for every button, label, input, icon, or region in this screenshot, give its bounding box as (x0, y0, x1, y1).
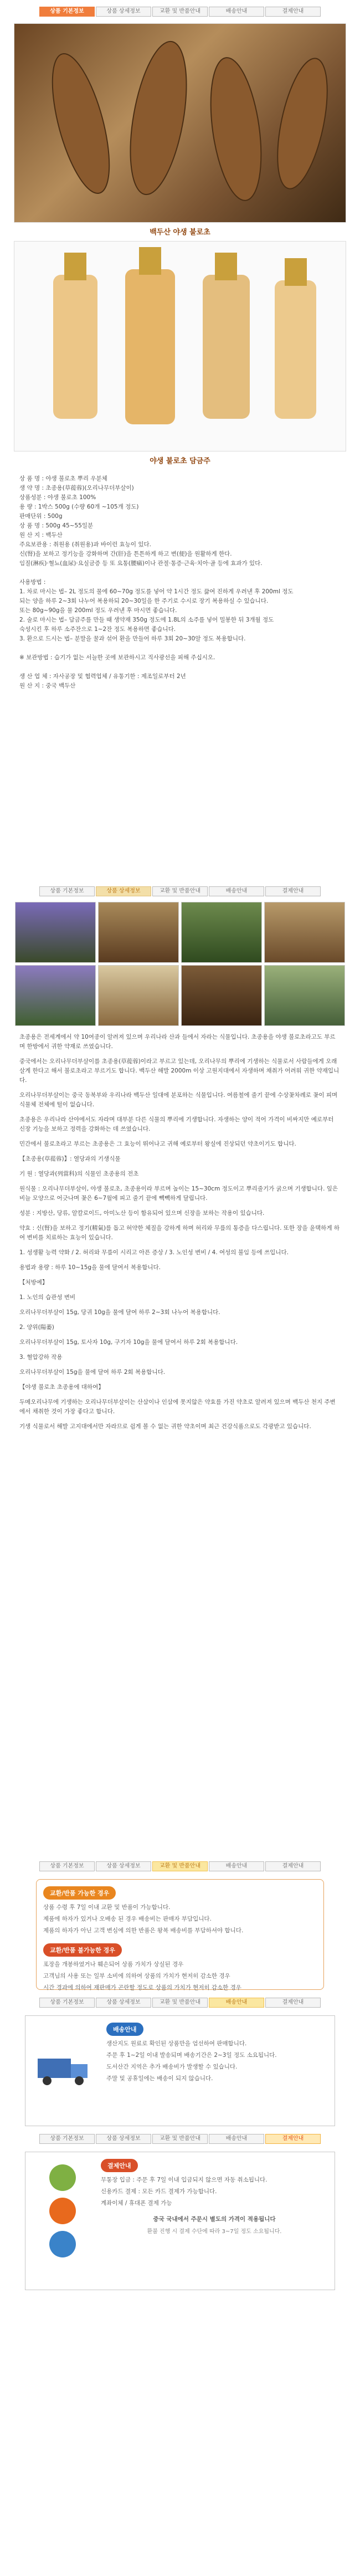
exchange-item: 시간 경과에 의하여 재판매가 곤란할 정도로 상품의 가치가 현저히 감소한 경우 (43, 1984, 241, 1991)
hero-photo-roots (14, 23, 346, 223)
tab-basic-info-4[interactable]: 상품 기본정보 (39, 1998, 95, 2008)
payment-item: 무통장 입금 : 주문 후 7일 이내 입금되지 않으면 자동 취소됩니다. (101, 2177, 268, 2183)
payment-title: 결제안내 (101, 2159, 138, 2172)
detail-paragraph: 초종용은 우리나라 산야에서도 자라며 대부분 다른 식물의 뿌리에 기생합니다. 자생하는 양이 적어 가격이 비싸지만 예로부터 신장 기능을 보하고 정력을 강화하는 데 쓰였습니다. (19, 1116, 334, 1132)
bottles-illustration (14, 242, 346, 451)
tab-detail-info-4[interactable]: 상품 상세정보 (96, 1998, 151, 2008)
tab-payment[interactable]: 결제안내 (265, 7, 321, 17)
tab-exchange-5[interactable]: 교환 및 반품안내 (152, 2134, 208, 2144)
info-line: 용 량 : 1박스 500g (수량 60개 ~105개 정도) (19, 504, 139, 510)
detail-paragraph: 기생 식물로서 해발 고지대에서만 자라므로 쉽게 볼 수 없는 귀한 약초이며 최근 건강식품으로도 각광받고 있습니다. (19, 1423, 311, 1430)
exchange-title: 교환/반품 가능한 경우 (43, 1886, 116, 1900)
delivery-item: 주문 후 1~2일 이내 발송되며 배송기간은 2~3일 정도 소요됩니다. (106, 2052, 277, 2059)
info-line: 주요보관용 : 취원용 (취원용)과 바이런 효능이 있다. (19, 541, 151, 548)
payment-box (25, 2152, 335, 2290)
info-line: 원 산 지 : 중국 백두산 (19, 683, 76, 689)
tab-basic-info-2[interactable]: 상품 기본정보 (39, 886, 95, 896)
detail-photo (15, 965, 96, 1026)
detail-paragraph: 오리나무더부살이 15g을 물에 달여 하루 2회 복용합니다. (19, 1369, 166, 1376)
tab-detail-info-3[interactable]: 상품 상세정보 (96, 1861, 151, 1871)
mid-tabs-2 (0, 1859, 360, 1874)
info-line: 생 약 명 : 초종용(草蓯蓉)(오리나무더부살이) (19, 485, 134, 491)
tab-delivery-3[interactable]: 배송안내 (209, 1861, 264, 1871)
payment-item: 계좌이체 / 휴대폰 결제 가능 (101, 2200, 172, 2206)
detail-paragraph: 오리나무더부살이 15g, 당귀 10g을 물에 달여 하루 2~3회 나누어 복용합니다. (19, 1309, 220, 1316)
info-line: 1. 차로 마시는 법– 2L 정도의 물에 60~70g 정도를 넣어 약 1시간 정도 끓여 진하게 우려낸 후 200ml 정도 (19, 588, 294, 595)
tab-delivery-5[interactable]: 배송안내 (209, 2134, 264, 2144)
detail-paragraph: 오리나무더부살이 15g, 토사자 10g, 구기자 10g을 물에 달여서 하루 2회 복용합니다. (19, 1339, 238, 1346)
transfer-icon (49, 2231, 76, 2257)
exchange-item: 제품에 하자가 있거나 오배송 된 경우 배송비는 판매자 부담입니다. (43, 1916, 212, 1922)
payment-footer-2: 환불 진행 시 결제 수단에 따라 3~7일 정도 소요됩니다. (147, 2229, 282, 2235)
tab-delivery[interactable]: 배송안내 (209, 7, 264, 17)
payment-item: 신용카드 결제 : 모든 카드 결제가 가능합니다. (101, 2188, 217, 2195)
info-line: 상 품 명 : 야생 불로초 뿌리 우분체 (19, 475, 107, 482)
tab-exchange-2[interactable]: 교환 및 반품안내 (152, 886, 208, 896)
exchange-item: 포장을 개봉하였거나 훼손되어 상품 가치가 상실된 경우 (43, 1961, 184, 1968)
tab-basic-info-5[interactable]: 상품 기본정보 (39, 2134, 95, 2144)
delivery-item: 주말 및 공휴일에는 배송이 되지 않습니다. (106, 2075, 213, 2082)
detail-paragraph: 성분 : 지방산, 당류, 알칼로이드, 아미노산 등이 함유되어 있으며 신장을 보하는 작용이 있습니다. (19, 1210, 265, 1217)
tab-payment-2[interactable]: 결제안내 (265, 886, 321, 896)
hero-photo-bottles (14, 241, 346, 451)
detail-paragraph: 기 원 : 열당과(列當科)의 식물인 초종용의 전초 (19, 1171, 139, 1177)
detail-photo (264, 902, 345, 963)
detail-paragraph: 약효 : 신(腎)을 보하고 정기(精氣)를 돕고 허약한 체질을 강하게 하며 허리와 무릎의 통증을 다스립니다. 또한 장을 윤택하게 하여 변비를 치료하는 효능이 있습니다. (19, 1225, 340, 1241)
exchange-item: 제품의 하자가 아닌 고객 변심에 의한 반품은 왕복 배송비를 부담하셔야 합니다. (43, 1927, 244, 1934)
mid-tabs-1 (0, 884, 360, 899)
exchange-box (36, 1879, 324, 1990)
detail-paragraph: 【야생 불로초 초종용에 대하여】 (19, 1384, 104, 1390)
detail-paragraph: 오리나무더부살이는 중국 동북부와 우리나라 백두산 일대에 분포하는 식물입니다. 여름철에 줄기 끝에 수상꽃차례로 꽃이 피며 식물체 전체에 털이 없습니다. (19, 1092, 338, 1108)
tab-delivery-2[interactable]: 배송안내 (209, 886, 264, 896)
mid-tabs-4 (0, 2132, 360, 2146)
hero-caption-2: 야생 불로초 담금주 (150, 457, 210, 465)
delivery-box (25, 2015, 335, 2126)
tab-exchange-3[interactable]: 교환 및 반품안내 (152, 1861, 208, 1871)
detail-photo (98, 965, 179, 1026)
info-line: 상 품 명 : 500g 45~55일분 (19, 522, 94, 529)
detail-photo (264, 965, 345, 1026)
tab-detail-info-2[interactable]: 상품 상세정보 (96, 886, 151, 896)
detail-paragraph: 【처방예】 (19, 1279, 48, 1286)
delivery-item: 생산지도 원료로 확인된 상품만을 엄선하여 판매합니다. (106, 2040, 247, 2047)
tab-detail-info[interactable]: 상품 상세정보 (96, 7, 151, 17)
detail-paragraph: 두메오리나무에 기생하는 오리나무더부살이는 산삼이나 인삼에 못지않은 약효를 가진 약초로 알려져 있으며 백두산 천지 주변에서 채취한 것이 가장 좋다고 합니다. (19, 1399, 336, 1415)
tab-exchange[interactable]: 교환 및 반품안내 (152, 7, 208, 17)
exchange-item: 고객님의 사용 또는 일부 소비에 의하여 상품의 가치가 현저히 감소한 경우 (43, 1973, 230, 1979)
detail-photo (181, 965, 262, 1026)
detail-photo-grid (11, 902, 349, 1026)
info-line: 되는 양을 하루 2~3회 나누어 복용하되 20~30일을 한 주기로 수시로 장기 복용하실 수 있습니다. (19, 598, 269, 604)
info-line: 임질(淋疾)·혈뇨(血尿)·요실금증 등 또 요통(腰痛)이나 관절·통증·근육·치아·골 등에 효과가 있다. (19, 560, 263, 567)
payment-icons (32, 2159, 93, 2283)
tab-payment-4[interactable]: 결제안내 (265, 1998, 321, 2008)
card-icon (49, 2198, 76, 2224)
payment-footer: 중국 국내에서 주문시 별도의 가격이 적용됩니다 (153, 2216, 276, 2223)
detail-paragraph: 2. 양위(陽萎) (19, 1324, 54, 1331)
info-line: 상품성분 : 야생 불로초 100% (19, 494, 96, 501)
tab-basic-info[interactable]: 상품 기본정보 (39, 7, 95, 17)
exchange-item: 상품 수령 후 7일 이내 교환 및 반품이 가능합니다. (43, 1904, 171, 1911)
tab-detail-info-5[interactable]: 상품 상세정보 (96, 2134, 151, 2144)
tab-exchange-4[interactable]: 교환 및 반품안내 (152, 1998, 208, 2008)
info-line: ※ 보관방법 : 습기가 없는 서늘한 곳에 보관하시고 직사광선을 피해 주십시오. (19, 654, 215, 661)
info-line (19, 663, 341, 672)
exchange-title-2: 교환/반품 불가능한 경우 (43, 1943, 122, 1957)
bank-icon (49, 2164, 76, 2191)
detail-photo (15, 902, 96, 963)
roots-illustration (14, 24, 346, 223)
delivery-title: 배송안내 (106, 2023, 143, 2036)
detail-paragraph: 민간에서 불로초라고 부르는 초종용은 그 효능이 뛰어나고 귀해 예로부터 왕실에 진상되던 약초이기도 합니다. (19, 1141, 296, 1147)
detail-photo (98, 902, 179, 963)
delivery-item: 도서산간 지역은 추가 배송비가 발생할 수 있습니다. (106, 2064, 238, 2070)
mid-tabs-3 (0, 1995, 360, 2010)
detail-paragraph: 초종용은 전세계에서 약 10여종이 알려져 있으며 우리나라 산과 들에서 자라는 식물입니다. 초종용을 야생 불로초라고도 부르며 한방에서 귀한 약재로 쓰였습니다. (19, 1034, 336, 1050)
info-line: 2. 술로 마시는 법– 담금주를 만들 때 생약재 350g 정도에 1.8L의 소주를 넣어 밀봉한 뒤 3개월 정도 (19, 617, 274, 623)
detail-paragraph: 1. 노인의 습관성 변비 (19, 1294, 76, 1301)
detail-paragraph: 【초종용(草蓯蓉)】: 열당과의 기생식물 (19, 1156, 121, 1162)
info-line: 3. 환으로 드시는 법– 분말을 꿀과 섞어 환을 만들어 하루 3회 20~30알 정도 복용합니다. (19, 635, 246, 642)
tab-payment-5[interactable]: 결제안내 (265, 2134, 321, 2144)
detail-photo (181, 902, 262, 963)
detail-paragraph: 1. 성생활 능력 약화 / 2. 허리와 무릎이 시리고 아픈 증상 / 3. 노인성 변비 / 4. 여성의 불임 등에 쓰입니다. (19, 1249, 289, 1256)
info-line: 판매단위 : 500g (19, 513, 63, 520)
detail-paragraph: 중국에서는 오리나무더부살이를 초종용(草蓯蓉)이라고 부르고 있는데, 오리나무의 뿌리에 기생하는 식물로서 사람들에게 오래 살게 한다고 해서 불로초라고 부르기도 합니다. 백두산 해발 2000m 이상 고원지대에서 자생하며 채취가 어려워 귀한 약재입니다. (19, 1058, 340, 1084)
info-line (19, 644, 341, 653)
info-line: 원 산 지 : 백두산 (19, 532, 63, 538)
product-info (0, 469, 360, 879)
detail-paragraph: 용법과 용량 : 하루 10~15g을 물에 달여서 복용합니다. (19, 1264, 161, 1271)
tab-delivery-4[interactable]: 배송안내 (209, 1998, 264, 2008)
hero-caption-1: 백두산 야생 불로초 (150, 228, 210, 237)
info-line (19, 568, 341, 578)
info-line: 숙성시킨 후 하루 소주잔으로 1~2잔 정도 복용하면 좋습니다. (19, 626, 176, 633)
info-line: 생 산 업 체 : 자사공장 및 협력업체 / 유통기한 : 제조일로부터 2년 (19, 673, 186, 680)
detail-text (0, 1029, 360, 1855)
info-line: 사용방법 : (19, 579, 46, 586)
tab-payment-3[interactable]: 결제안내 (265, 1861, 321, 1871)
info-line: 또는 80g~90g을 물 200ml 정도 우려낸 후 마시면 좋습니다. (19, 607, 177, 614)
detail-paragraph: 원식물 : 오리나무더부살이, 야생 불로초, 초종용이라 부르며 높이는 15~30cm 정도이고 뿌리줄기가 굵으며 기생합니다. 잎은 비늘 모양으로 어긋나며 꽃은 6~7월에 피고 줄기 끝에 빽빽하게 달립니다. (19, 1186, 338, 1202)
delivery-truck-icon (32, 2023, 99, 2117)
info-line: 신(腎)을 보하고 정기능을 강화하며 간(肝)을 튼튼하게 하고 변(便)을 원활하게 한다. (19, 551, 232, 557)
tab-basic-info-3[interactable]: 상품 기본정보 (39, 1861, 95, 1871)
top-tabs (0, 4, 360, 19)
detail-paragraph: 3. 혈압강하 작용 (19, 1354, 63, 1361)
